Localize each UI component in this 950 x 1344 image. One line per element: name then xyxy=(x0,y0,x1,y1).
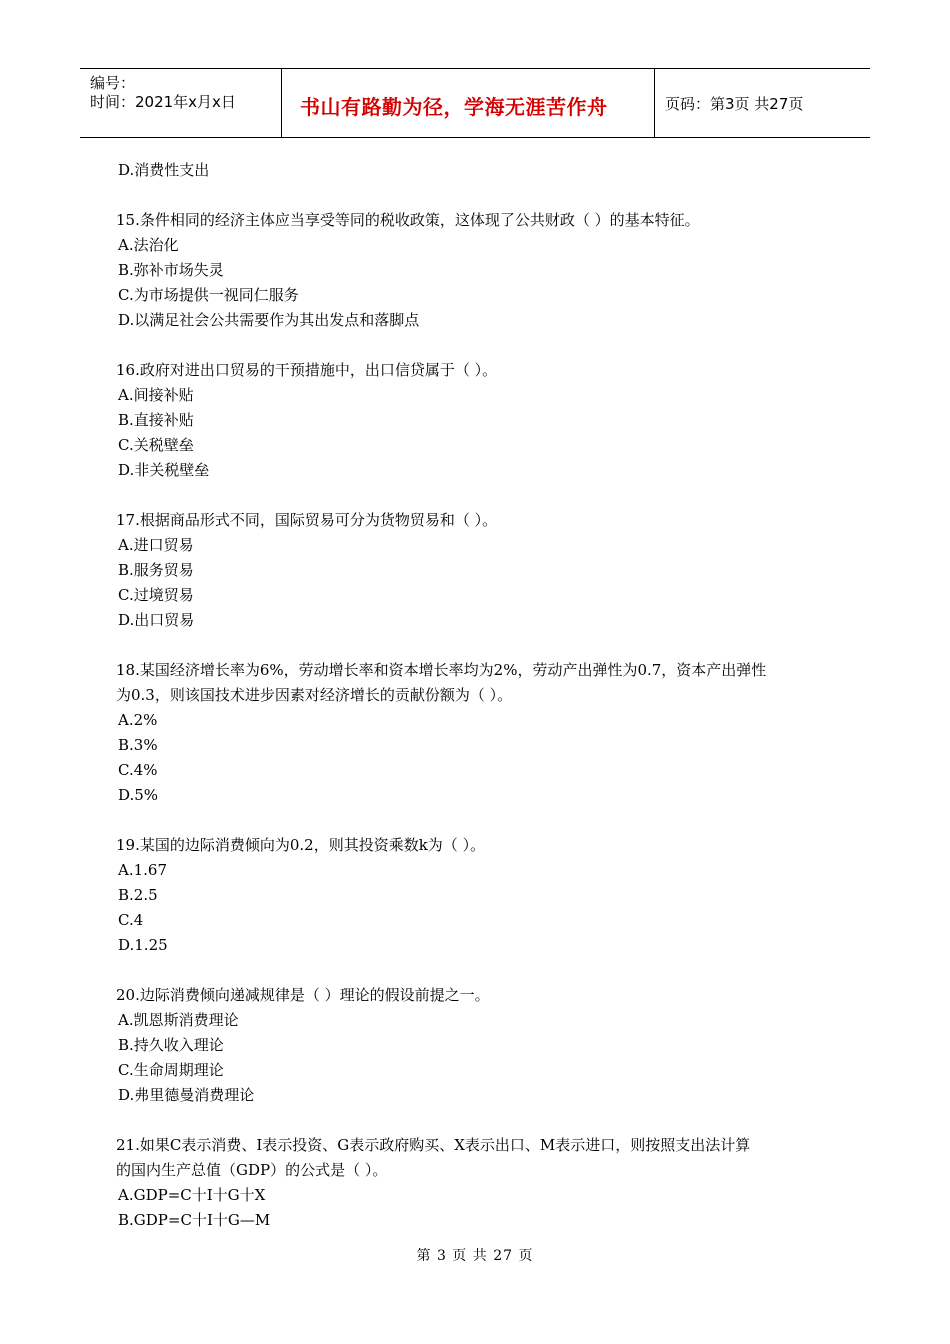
paragraph-gap xyxy=(116,183,836,208)
answer-option: D.1.25 xyxy=(118,936,168,954)
answer-option: D.弗里德曼消费理论 xyxy=(118,1086,255,1104)
code-label: 编号： xyxy=(90,74,136,92)
answer-option: C.4% xyxy=(118,761,158,779)
paragraph-gap xyxy=(116,333,836,358)
answer-option: C.生命周期理论 xyxy=(118,1061,224,1079)
answer-option: A.法治化 xyxy=(118,236,179,254)
question-text: 的国内生产总值（GDP）的公式是（ ）。 xyxy=(116,1161,388,1179)
question-text: 16.政府对进出口贸易的干预措施中，出口信贷属于（ ）。 xyxy=(116,361,498,379)
answer-option: B.GDP=C十I十G—M xyxy=(118,1211,271,1229)
answer-option: B.直接补贴 xyxy=(118,411,194,429)
answer-option: B.持久收入理论 xyxy=(118,1036,224,1054)
paragraph-gap xyxy=(116,1108,836,1133)
answer-option: C.为市场提供一视同仁服务 xyxy=(118,286,299,304)
answer-option: A.进口贸易 xyxy=(118,536,194,554)
answer-option: D.5% xyxy=(118,786,159,804)
answer-option: B.2.5 xyxy=(118,886,158,904)
header-meta-cell xyxy=(80,69,282,137)
answer-option: A.1.67 xyxy=(118,861,167,879)
paragraph-gap xyxy=(116,483,836,508)
question-text: 18.某国经济增长率为6%，劳动增长率和资本增长率均为2%，劳动产出弹性为0.7，资本产出弹性 xyxy=(116,661,767,679)
paragraph-gap xyxy=(116,958,836,983)
paragraph-gap xyxy=(116,808,836,833)
header-page-cell xyxy=(655,69,870,137)
header-motto: 书山有路勤为径，学海无涯苦作舟 xyxy=(300,95,608,119)
answer-option: A.间接补贴 xyxy=(118,386,194,404)
time-label: 时间：2021年x月x日 xyxy=(90,93,236,111)
page-header xyxy=(80,68,870,138)
question-text: 15.条件相同的经济主体应当享受等同的税收政策，这体现了公共财政（ ）的基本特征。 xyxy=(116,211,700,229)
answer-option: A.2% xyxy=(118,711,158,729)
header-motto-cell xyxy=(282,69,655,137)
answer-option: D.以满足社会公共需要作为其出发点和落脚点 xyxy=(118,311,420,329)
question-text: 21.如果C表示消费、I表示投资、G表示政府购买、X表示出口、M表示进口，则按照支出法计算 xyxy=(116,1136,751,1154)
answer-option: C.4 xyxy=(118,911,144,929)
answer-option: A.GDP=C十I十G十X xyxy=(118,1186,266,1204)
answer-option: A.凯恩斯消费理论 xyxy=(118,1011,239,1029)
question-text: 19.某国的边际消费倾向为0.2，则其投资乘数k为（ ）。 xyxy=(116,836,486,854)
question-text: 20.边际消费倾向递减规律是（ ）理论的假设前提之一。 xyxy=(116,986,490,1004)
header-page-info: 页码：第3页 共27页 xyxy=(665,95,804,113)
answer-option: D.出口贸易 xyxy=(118,611,195,629)
answer-option: B.弥补市场失灵 xyxy=(118,261,224,279)
document-body xyxy=(116,158,836,1233)
answer-option: D.非关税壁垒 xyxy=(118,461,210,479)
answer-option: D.消费性支出 xyxy=(118,161,210,179)
answer-option: B.3% xyxy=(118,736,158,754)
paragraph-gap xyxy=(116,633,836,658)
answer-option: C.关税壁垒 xyxy=(118,436,194,454)
page-footer: 第 3 页 共 27 页 xyxy=(416,1248,534,1264)
question-text: 为0.3，则该国技术进步因素对经济增长的贡献份额为（ ）。 xyxy=(116,686,513,704)
answer-option: B.服务贸易 xyxy=(118,561,194,579)
answer-option: C.过境贸易 xyxy=(118,586,194,604)
question-text: 17.根据商品形式不同，国际贸易可分为货物贸易和（ ）。 xyxy=(116,511,498,529)
